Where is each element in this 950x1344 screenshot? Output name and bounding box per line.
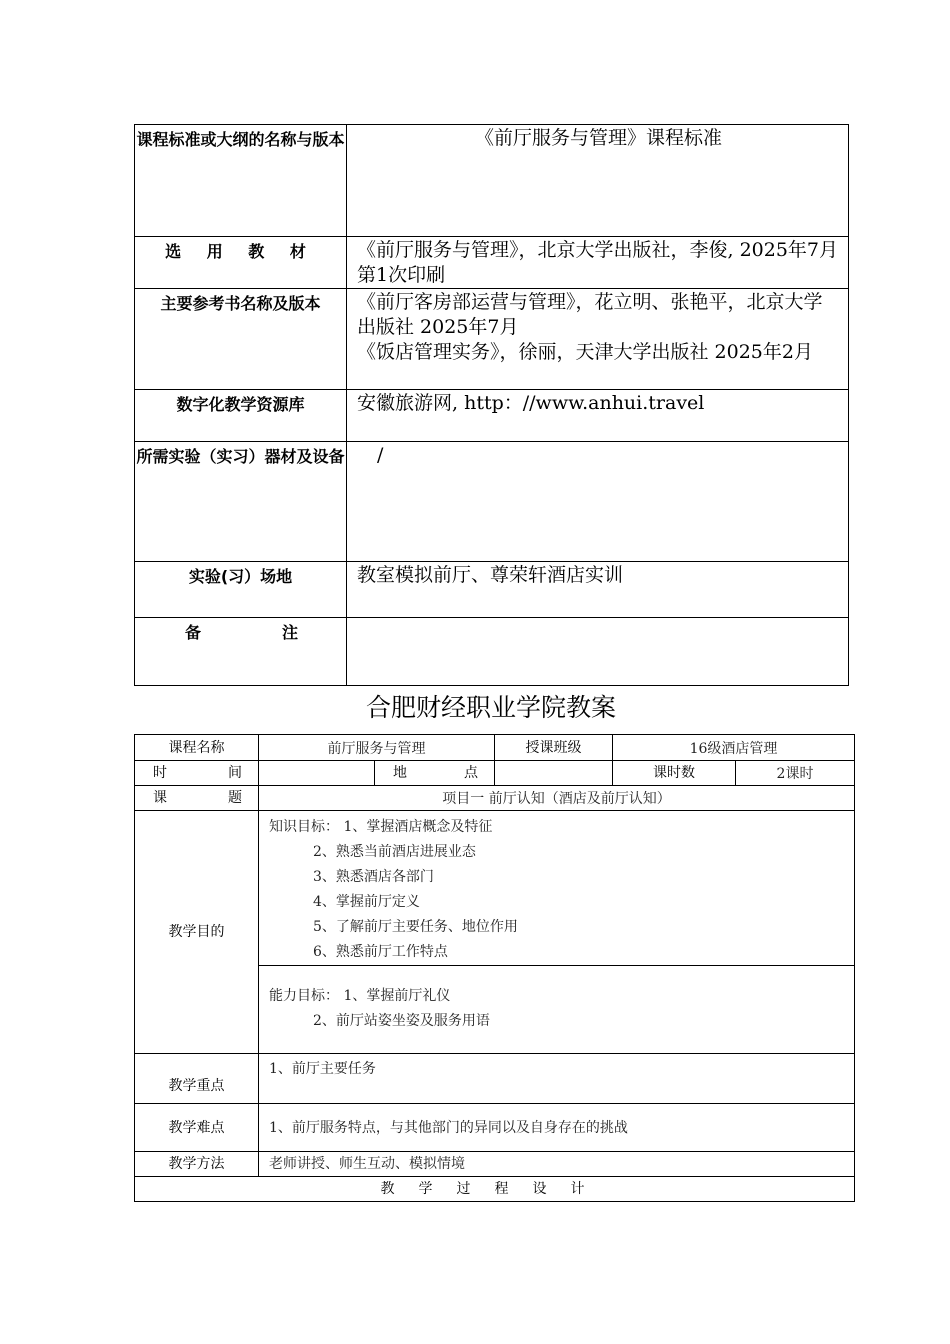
label-digital-resources: 数字化教学资源库 [135,390,347,442]
label-remarks-a: 备 [185,623,202,642]
methods-value: 老师讲授、师生互动、模拟情境 [259,1152,855,1177]
knowledge-objective-5: 5、了解前厅主要任务、地位作用 [313,919,518,935]
place-label [375,761,495,786]
label-venue: 实验(习）场地 [135,562,347,618]
topic-label-a: 课 [153,790,167,806]
label-references: 主要参考书名称及版本 [135,289,347,390]
lesson-plan-title: 合肥财经职业学院教案 [365,693,616,722]
key-points-label: 教学重点 [135,1054,259,1104]
label-remarks-b: 注 [281,623,298,642]
label-standard: 课程标准或大纲的名称与版本 [135,125,347,237]
knowledge-objective-2: 2、熟悉当前酒店进展业态 [313,844,476,860]
knowledge-objective-1: 知识目标： 1、掌握酒店概念及特征 [269,819,493,835]
value-equipment: / [347,442,849,562]
ability-objective-2: 2、前厅站姿坐姿及服务用语 [313,1013,490,1029]
topic-label [135,786,259,811]
objectives-label: 教学目的 [135,811,259,1054]
topic-value: 项目一 前厅认知（酒店及前厅认知） [259,786,855,811]
course-info-table [134,124,849,686]
hours-value: 2课时 [736,761,855,786]
value-digital-resources: 安徽旅游网, http：//www.anhui.travel [347,390,849,442]
value-venue: 教室模拟前厅、尊荣轩酒店实训 [347,562,849,618]
hours-label: 课时数 [613,761,736,786]
place-value [495,761,613,786]
time-label-b: 间 [228,765,242,781]
reference-1: 《前厅客房部运营与管理》，花立明、张艳平，北京大学出版社 2025年7月 [357,291,823,338]
label-equipment: 所需实验（实习）器材及设备 [135,442,347,562]
value-textbook: 《前厅服务与管理》，北京大学出版社，李俊, 2025年7月第1次印刷 [347,237,849,289]
reference-2: 《饭店管理实务》，徐丽，天津大学出版社 2025年2月 [357,341,813,363]
lesson-plan-table [134,734,855,1202]
knowledge-objectives [259,811,855,966]
value-remarks [347,618,849,686]
knowledge-objective-4: 4、掌握前厅定义 [313,894,420,910]
course-name-value: 前厅服务与管理 [259,735,495,761]
knowledge-objective-3: 3、熟悉酒店各部门 [313,869,434,885]
label-textbook: 选 用 教 材 [135,237,347,289]
class-label: 授课班级 [495,735,613,761]
ability-objective-1: 能力目标： 1、掌握前厅礼仪 [269,988,451,1004]
value-references [347,289,849,390]
place-label-a: 地 [393,765,407,781]
methods-label: 教学方法 [135,1152,259,1177]
process-design-header: 教学过程设计 [135,1177,855,1202]
course-name-label: 课程名称 [135,735,259,761]
place-label-b: 点 [464,765,478,781]
ability-objectives [259,966,855,1054]
time-label [135,761,259,786]
difficulties-value: 1、前厅服务特点，与其他部门的异同以及自身存在的挑战 [259,1104,855,1152]
knowledge-objective-6: 6、熟悉前厅工作特点 [313,944,448,960]
topic-label-b: 题 [228,790,242,806]
value-standard: 《前厅服务与管理》课程标准 [347,125,849,237]
time-label-a: 时 [153,765,167,781]
difficulties-label: 教学难点 [135,1104,259,1152]
key-points-value: 1、前厅主要任务 [259,1054,855,1104]
time-value [259,761,375,786]
class-value: 16级酒店管理 [613,735,855,761]
label-remarks [135,618,347,686]
